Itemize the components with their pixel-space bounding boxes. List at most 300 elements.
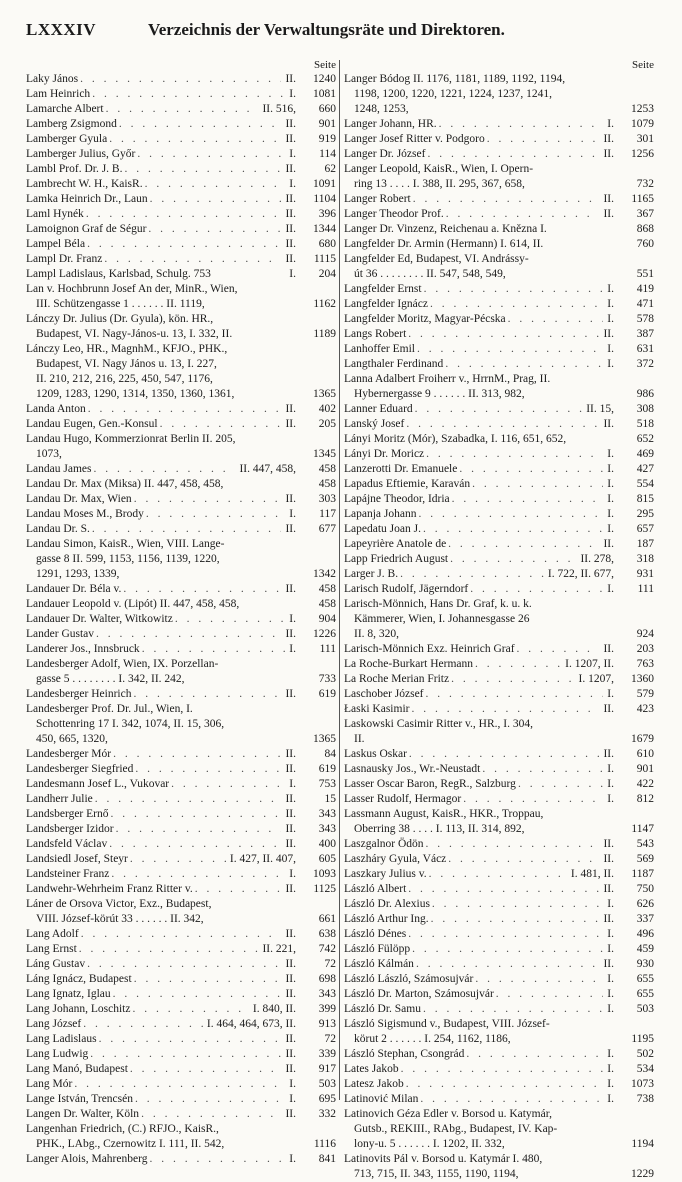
entry-page: 1079 <box>631 118 654 130</box>
entry-volume-ref: I. <box>607 298 614 310</box>
leader-dots <box>452 492 604 507</box>
index-entry-continuation <box>26 357 336 372</box>
entry-name: Lapeyrière Anatole de <box>344 538 447 550</box>
entry-page: 631 <box>636 343 654 355</box>
index-entry <box>344 597 654 612</box>
leader-dots <box>423 522 603 537</box>
entry-name: Láner de Orsova Victor, Exz., Budapest, <box>26 898 212 910</box>
index-entry <box>26 462 336 477</box>
entry-name: Langs Robert <box>344 328 407 340</box>
entry-volume-ref: II. <box>603 148 614 160</box>
entry-text: körut 2 . . . . . . I. 254, 1162, 1186, <box>354 1033 511 1045</box>
index-entry <box>344 402 654 417</box>
entry-name: Lapedatu Joan J. <box>344 523 421 535</box>
index-entry <box>344 207 654 222</box>
entry-page: 534 <box>636 1063 654 1075</box>
leader-dots <box>104 252 281 267</box>
index-entry <box>26 1047 336 1062</box>
leader-dots <box>135 762 281 777</box>
entry-volume-ref: II. <box>603 538 614 550</box>
entry-page: 1081 <box>313 88 336 100</box>
index-entry <box>344 672 654 687</box>
entry-volume-ref: I. <box>607 793 614 805</box>
entry-name: László Kálmán <box>344 958 414 970</box>
entry-name: Laky János <box>26 73 79 85</box>
index-entry <box>26 942 336 957</box>
leader-dots <box>133 687 281 702</box>
entry-volume-ref: II. <box>285 688 296 700</box>
index-entry <box>344 927 654 942</box>
leader-dots <box>420 1092 603 1107</box>
leader-dots <box>90 1047 281 1062</box>
index-entry <box>344 852 654 867</box>
index-entry <box>26 642 336 657</box>
entry-name: Lanner Eduard <box>344 403 413 415</box>
entry-name: Langer Josef Ritter v. Podgoro <box>344 133 485 145</box>
index-entry <box>26 852 336 867</box>
entry-volume-ref: II. <box>285 403 296 415</box>
leader-dots <box>427 147 599 162</box>
entry-page: 399 <box>318 1003 336 1015</box>
entry-page <box>296 717 336 732</box>
index-entry <box>344 942 654 957</box>
entry-page: 551 <box>636 268 654 280</box>
index-entry <box>26 807 336 822</box>
leader-dots <box>106 102 259 117</box>
entry-name: Láng Ignácz, Budapest <box>26 973 132 985</box>
index-entry <box>344 957 654 972</box>
entry-name: Langer Leopold, KaisR., Wien, I. Opern- <box>344 163 534 175</box>
entry-name: Landesberger Heinrich <box>26 688 132 700</box>
index-entry <box>26 1122 336 1137</box>
entry-page: 518 <box>636 418 654 430</box>
entry-page: 1360 <box>631 673 654 685</box>
index-entry-continuation <box>344 1167 654 1182</box>
leader-dots <box>87 237 281 252</box>
entry-name: Lampl Dr. Franz <box>26 253 103 265</box>
entry-volume-ref: I. <box>607 523 614 535</box>
entry-volume-ref: II. <box>285 253 296 265</box>
entry-page: 303 <box>318 493 336 505</box>
entry-volume-ref: I. 481, II. <box>570 868 614 880</box>
leader-dots <box>111 807 282 822</box>
entry-name: Langthaler Ferdinand <box>344 358 444 370</box>
index-entry <box>26 192 336 207</box>
entry-text: 1209, 1283, 1290, 1314, 1350, 1360, 1361, <box>36 388 235 400</box>
entry-name: Lamberger Julius, Győr <box>26 148 136 160</box>
entry-page: 458 <box>318 598 336 610</box>
leader-dots <box>475 657 561 672</box>
entry-volume-ref: II. <box>603 748 614 760</box>
entry-volume-ref: I. 840, II. <box>252 1003 296 1015</box>
index-entry <box>26 432 336 447</box>
left-column <box>26 58 336 1167</box>
index-entry <box>26 477 336 492</box>
entry-text: Budapest, VI. Nagy-János-u. 13, I. 332, II. <box>36 328 233 340</box>
entry-text: II. <box>354 733 365 745</box>
index-entry <box>26 417 336 432</box>
leader-dots <box>415 402 583 417</box>
entry-volume-ref: I. <box>289 643 296 655</box>
index-entry <box>26 822 336 837</box>
entry-volume-ref: I. <box>289 178 296 190</box>
leader-dots <box>148 222 281 237</box>
entry-name: László Dénes <box>344 928 407 940</box>
entry-volume-ref: I. <box>607 1048 614 1060</box>
entry-name: Langfelder Ed, Budapest, VI. Andrássy- <box>344 253 529 265</box>
index-entry <box>26 777 336 792</box>
entry-name: Lapp Friedrich August <box>344 553 449 565</box>
entry-name: Laszkary Julius v. <box>344 868 427 880</box>
entry-page: 367 <box>636 208 654 220</box>
entry-name: Langer Bódog II. 1176, 1181, 1189, 1192, 1194, <box>344 73 566 85</box>
entry-text: VIII. József-körút 33 . . . . . . II. 342, <box>36 913 204 925</box>
entry-name: László Dr. Alexius <box>344 898 430 910</box>
index-entry <box>344 912 654 927</box>
index-entry <box>344 492 654 507</box>
entry-name: Lamoignon Graf de Ségur <box>26 223 147 235</box>
entry-volume-ref: II. <box>285 763 296 775</box>
entry-volume-ref: I. <box>289 268 296 280</box>
entry-page: 295 <box>636 508 654 520</box>
entry-name: Landauer Leopold v. (Lipót) II. 447, 458, 458, <box>26 598 240 610</box>
index-entry <box>26 1017 336 1032</box>
entry-volume-ref: II. <box>285 418 296 430</box>
seite-label: Seite <box>314 59 336 71</box>
leader-dots <box>81 927 282 942</box>
entry-volume-ref: I. <box>607 1078 614 1090</box>
entry-volume-ref: II. <box>285 748 296 760</box>
entry-volume-ref: I. <box>607 973 614 985</box>
entry-volume-ref: I. <box>607 508 614 520</box>
entry-page: 387 <box>636 328 654 340</box>
index-entry <box>344 222 654 237</box>
entry-name: Lapanja Johann <box>344 508 417 520</box>
entry-volume-ref: II. <box>285 523 296 535</box>
entry-name: Langfelder Ignácz <box>344 298 428 310</box>
entry-text: lony-u. 5 . . . . . . I. 1202, II. 332, <box>354 1138 505 1150</box>
index-entry <box>26 612 336 627</box>
entry-volume-ref: I. <box>607 343 614 355</box>
entry-page <box>296 372 336 387</box>
entry-volume-ref: I. <box>607 943 614 955</box>
entry-text: gasse 5 . . . . . . . . I. 342, II. 242, <box>36 673 185 685</box>
entry-page: 680 <box>318 238 336 250</box>
leader-dots <box>130 1062 282 1077</box>
leader-dots <box>400 567 544 582</box>
entry-name: Langfelder Ernst <box>344 283 422 295</box>
entry-page: 554 <box>636 478 654 490</box>
entry-page: 924 <box>636 628 654 640</box>
entry-page: 868 <box>636 223 654 235</box>
entry-page: 738 <box>636 1093 654 1105</box>
entry-page: 750 <box>636 883 654 895</box>
entry-text: 1073, <box>36 448 62 460</box>
entry-page: 1344 <box>313 223 336 235</box>
index-entry <box>26 342 336 357</box>
leader-dots <box>431 912 600 927</box>
leader-dots <box>132 1002 248 1017</box>
entry-name: Laschober József <box>344 688 424 700</box>
entry-page: 458 <box>318 478 336 490</box>
entry-name: Landsiedl Josef, Steyr <box>26 853 128 865</box>
entry-page: 677 <box>318 523 336 535</box>
entry-name: Lánczy Leo, HR., MagnhM., KFJO., PHK., <box>26 343 228 355</box>
index-entry <box>344 882 654 897</box>
entry-page: 469 <box>636 448 654 460</box>
leader-dots <box>411 702 599 717</box>
entry-name: Lander Gustav <box>26 628 95 640</box>
entry-page: 698 <box>318 973 336 985</box>
entry-page: 343 <box>318 988 336 1000</box>
leader-dots <box>448 852 599 867</box>
leader-dots <box>134 492 282 507</box>
index-entry <box>344 132 654 147</box>
entry-page: 655 <box>636 973 654 985</box>
entry-page: 913 <box>318 1018 336 1030</box>
entry-page: 343 <box>318 823 336 835</box>
index-entry <box>344 1152 654 1167</box>
page-number: LXXXIV <box>26 20 97 39</box>
entry-page: 496 <box>636 928 654 940</box>
entry-page: 901 <box>636 763 654 775</box>
leader-dots <box>450 552 576 567</box>
entry-name: Langer Theodor Prof. <box>344 208 444 220</box>
leader-dots <box>171 777 285 792</box>
index-entry <box>26 102 336 117</box>
index-entry <box>344 357 654 372</box>
entry-page: 111 <box>637 583 654 595</box>
entry-name: Lasnausky Jos., Wr.-Neustadt <box>344 763 481 775</box>
entry-name: La Roche-Burkart Hermann <box>344 658 474 670</box>
entry-page: 1194 <box>631 1138 654 1150</box>
entry-page: 1256 <box>631 148 654 160</box>
entry-volume-ref: I. <box>289 88 296 100</box>
leader-dots <box>426 687 604 702</box>
index-entry <box>344 582 654 597</box>
entry-volume-ref: II. <box>285 1063 296 1075</box>
entry-page: 901 <box>318 118 336 130</box>
entry-volume-ref: II. <box>285 73 296 85</box>
entry-page: 760 <box>636 238 654 250</box>
entry-name: Lange István, Trencsén <box>26 1093 133 1105</box>
leader-dots <box>459 462 603 477</box>
entry-volume-ref: II. 516, <box>262 103 296 115</box>
index-entry <box>344 537 654 552</box>
leader-dots <box>87 957 281 972</box>
entry-page: 660 <box>318 103 336 115</box>
entry-page: 396 <box>318 208 336 220</box>
entry-name: Lanský Josef <box>344 418 405 430</box>
index-entry <box>26 762 336 777</box>
entry-volume-ref: II. <box>603 853 614 865</box>
entry-name: Landau Hugo, Kommerzionrat Berlin II. 205, <box>26 433 236 445</box>
entry-text: 1248, 1253, <box>354 103 409 115</box>
entry-name: Landa Anton <box>26 403 86 415</box>
index-entry <box>26 747 336 762</box>
entry-page: 543 <box>636 838 654 850</box>
entry-volume-ref: I. <box>607 1003 614 1015</box>
entry-page: 904 <box>318 613 336 625</box>
entry-name: Laskowski Casimir Ritter v., HR., I. 304, <box>344 718 533 730</box>
entry-name: Langfelder Dr. Armin (Hermann) I. 614, II. <box>344 238 544 250</box>
index-entry <box>344 777 654 792</box>
entry-name: Lang Mór <box>26 1078 73 1090</box>
leader-dots <box>134 972 282 987</box>
entry-volume-ref: I. 1207, II. <box>565 658 614 670</box>
entry-volume-ref: I. <box>607 988 614 1000</box>
entry-page: 339 <box>318 1048 336 1060</box>
seite-label: Seite <box>632 59 654 71</box>
entry-page: 471 <box>636 298 654 310</box>
leader-dots <box>141 1107 281 1122</box>
index-entry <box>344 72 654 87</box>
leader-dots <box>470 582 603 597</box>
entry-page: 1115 <box>313 253 336 265</box>
index-entry <box>344 507 654 522</box>
entry-volume-ref: II. <box>603 418 614 430</box>
leader-dots <box>430 297 603 312</box>
index-entry-continuation <box>26 387 336 402</box>
entry-volume-ref: II. <box>285 958 296 970</box>
leader-dots <box>463 792 603 807</box>
entry-name: Landau Dr. Max (Miksa) II. 447, 458, 458, <box>26 478 224 490</box>
entry-page: 1253 <box>631 103 654 115</box>
index-entry <box>344 237 654 252</box>
leader-dots <box>80 72 281 87</box>
leader-dots <box>109 132 281 147</box>
entry-text: 713, 715, II. 343, 1155, 1190, 1194, <box>354 1168 519 1180</box>
entry-page: 815 <box>636 493 654 505</box>
leader-dots <box>401 1062 604 1077</box>
index-entry <box>26 1062 336 1077</box>
entry-name: Łaski Kasimir <box>344 703 410 715</box>
leader-dots <box>517 642 600 657</box>
entry-name: Lanna Adalbert Froiherr v., HrrnM., Prag, II. <box>344 373 551 385</box>
entry-page: 1229 <box>631 1168 654 1180</box>
entry-name: Langer Johann, HR. <box>344 118 437 130</box>
entry-volume-ref: II. <box>603 958 614 970</box>
index-entry <box>26 492 336 507</box>
index-entry <box>26 837 336 852</box>
entry-page: 930 <box>636 958 654 970</box>
entry-page: 458 <box>318 583 336 595</box>
leader-dots <box>86 207 282 222</box>
entry-page: 62 <box>324 163 336 175</box>
index-entry-continuation <box>344 1032 654 1047</box>
leader-dots <box>111 867 285 882</box>
leader-dots <box>109 837 281 852</box>
leader-dots <box>146 507 285 522</box>
index-entry-continuation <box>26 327 336 342</box>
entry-volume-ref: II. <box>603 838 614 850</box>
column-divider <box>339 60 340 1100</box>
index-entry <box>344 867 654 882</box>
entry-name: Landesberger Siegfried <box>26 763 134 775</box>
index-entry <box>26 87 336 102</box>
index-entry <box>344 1077 654 1092</box>
index-entry <box>344 342 654 357</box>
index-entry <box>26 117 336 132</box>
entry-name: Láng Gustav <box>26 958 86 970</box>
index-entry <box>26 582 336 597</box>
entry-name: László Stephan, Csongrád <box>344 1048 465 1060</box>
entry-name: Latinovich Géza Edler v. Borsod u. Katymár, <box>344 1108 552 1120</box>
index-entry <box>344 897 654 912</box>
index-entry <box>344 762 654 777</box>
entry-page: 72 <box>324 958 336 970</box>
entry-volume-ref: I. 427, II. 407, <box>229 853 296 865</box>
entry-name: La Roche Merian Fritz <box>344 673 450 685</box>
index-entry-continuation <box>344 1122 654 1137</box>
leader-dots <box>408 327 599 342</box>
index-entry <box>26 522 336 537</box>
index-entry <box>344 417 654 432</box>
entry-page <box>296 357 336 372</box>
entry-name: Landsteiner Franz <box>26 868 110 880</box>
leader-dots <box>93 462 235 477</box>
leader-dots <box>487 132 600 147</box>
leader-dots <box>95 792 282 807</box>
leader-dots <box>79 942 259 957</box>
entry-page: 619 <box>318 763 336 775</box>
entry-volume-ref: II. <box>285 1108 296 1120</box>
index-entry <box>26 537 336 552</box>
entry-name: Lapadus Eftiemie, Karaván <box>344 478 471 490</box>
leader-dots <box>124 162 281 177</box>
leader-dots <box>518 777 603 792</box>
leader-dots <box>116 822 282 837</box>
entry-name: László Sigismund v., Budapest, VIII. József- <box>344 1018 550 1030</box>
index-entry-continuation <box>344 102 654 117</box>
entry-volume-ref: II. <box>603 133 614 145</box>
entry-name: Lanhoffer Emil <box>344 343 415 355</box>
index-entry <box>26 1107 336 1122</box>
index-entry <box>26 132 336 147</box>
index-entry-continuation <box>26 297 336 312</box>
entry-page: 1162 <box>313 298 336 310</box>
entry-name: Latinović Milan <box>344 1093 419 1105</box>
index-entry <box>344 702 654 717</box>
index-entry <box>344 972 654 987</box>
index-entry <box>344 477 654 492</box>
entry-page: 1147 <box>631 823 654 835</box>
entry-page: 502 <box>636 1048 654 1060</box>
entry-volume-ref: II. 447, 458, <box>239 463 296 475</box>
entry-volume-ref: II. <box>603 208 614 220</box>
entry-volume-ref: I. <box>607 583 614 595</box>
entry-page: 1187 <box>631 868 654 880</box>
entry-text: Oberring 38 . . . . I. 113, II. 314, 892, <box>354 823 525 835</box>
entry-page: 458 <box>318 463 336 475</box>
entry-page: 652 <box>636 433 654 445</box>
index-entry <box>26 867 336 882</box>
index-entry <box>344 567 654 582</box>
entry-page: 1342 <box>313 568 336 580</box>
index-entry-continuation <box>26 717 336 732</box>
entry-name: Lang Manó, Budapest <box>26 1063 128 1075</box>
entry-volume-ref: I. 1207, <box>578 673 614 685</box>
entry-name: Lampl Ladislaus, Karlsbad, Schulg. 753 <box>26 268 211 280</box>
index-entry-continuation <box>26 552 336 567</box>
index-entry <box>26 897 336 912</box>
leader-dots <box>466 1047 603 1062</box>
index-entry <box>26 1032 336 1047</box>
entry-page: 114 <box>319 148 336 160</box>
entry-name: László Dr. Marton, Számosujvár <box>344 988 494 1000</box>
right-column <box>344 58 654 1182</box>
index-entry <box>26 792 336 807</box>
